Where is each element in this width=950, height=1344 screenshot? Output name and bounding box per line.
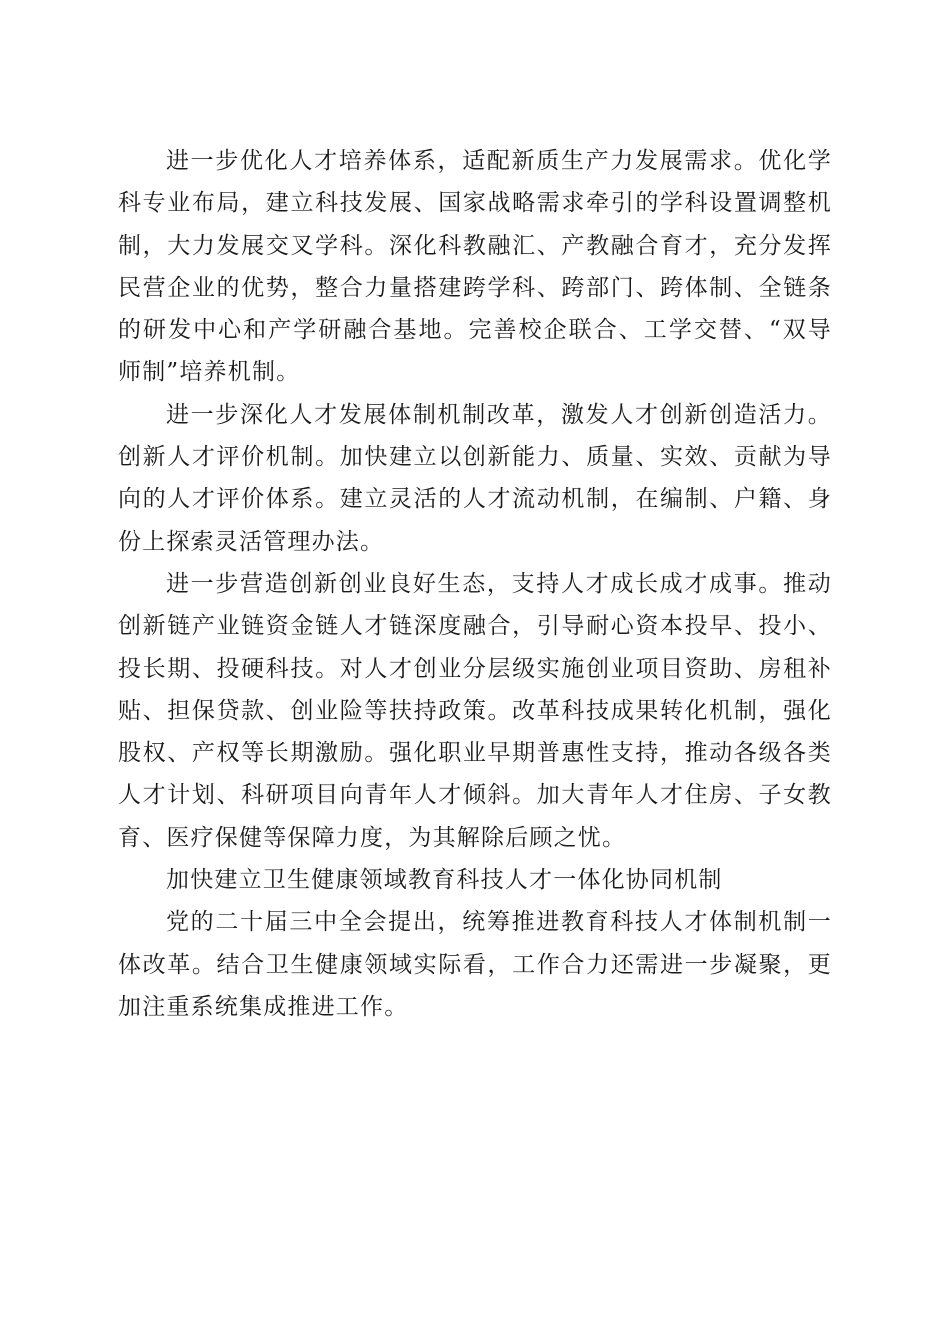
- paragraph-talent-training: 进一步优化人才培养体系，适配新质生产力发展需求。优化学科专业布局，建立科技发展、国家战略需求牵引的学科设置调整机制，大力发展交叉学科。深化科教融汇、产教融合育才，充分发挥民营企业的优势，整合力量搭建跨学科、跨部门、跨体制、全链条的研发中心和产学研融合基地。完善校企联合、工学交替、“双导师制”培养机制。: [118, 148, 832, 386]
- paragraph-talent-reform: 进一步深化人才发展体制机制改革，激发人才创新创造活力。创新人才评价机制。加快建立以创新能力、质量、实效、贡献为导向的人才评价体系。建立灵活的人才流动机制，在编制、户籍、身份上探索灵活管理办法。: [118, 401, 832, 555]
- section-heading: 加快建立卫生健康领域教育科技人才一体化协同机制: [166, 867, 723, 894]
- paragraph-plenum: 党的二十届三中全会提出，统筹推进教育科技人才体制机制一体改革。结合卫生健康领域实际看，工作合力还需进一步凝聚，更加注重系统集成推进工作。: [118, 909, 832, 1020]
- paragraph-innovation-ecosystem: 进一步营造创新创业良好生态，支持人才成长成才成事。推动创新链产业链资金链人才链深度融合，引导耐心资本投早、投小、投长期、投硬科技。对人才创业分层级实施创业项目资助、房租补贴、担保贷款、创业险等扶持政策。改革科技成果转化机制，强化股权、产权等长期激励。强化职业早期普惠性支持，推动各级各类人才计划、科研项目向青年人才倾斜。加大青年人才住房、子女教育、医疗保健等保障力度，为其解除后顾之忧。: [118, 570, 832, 851]
